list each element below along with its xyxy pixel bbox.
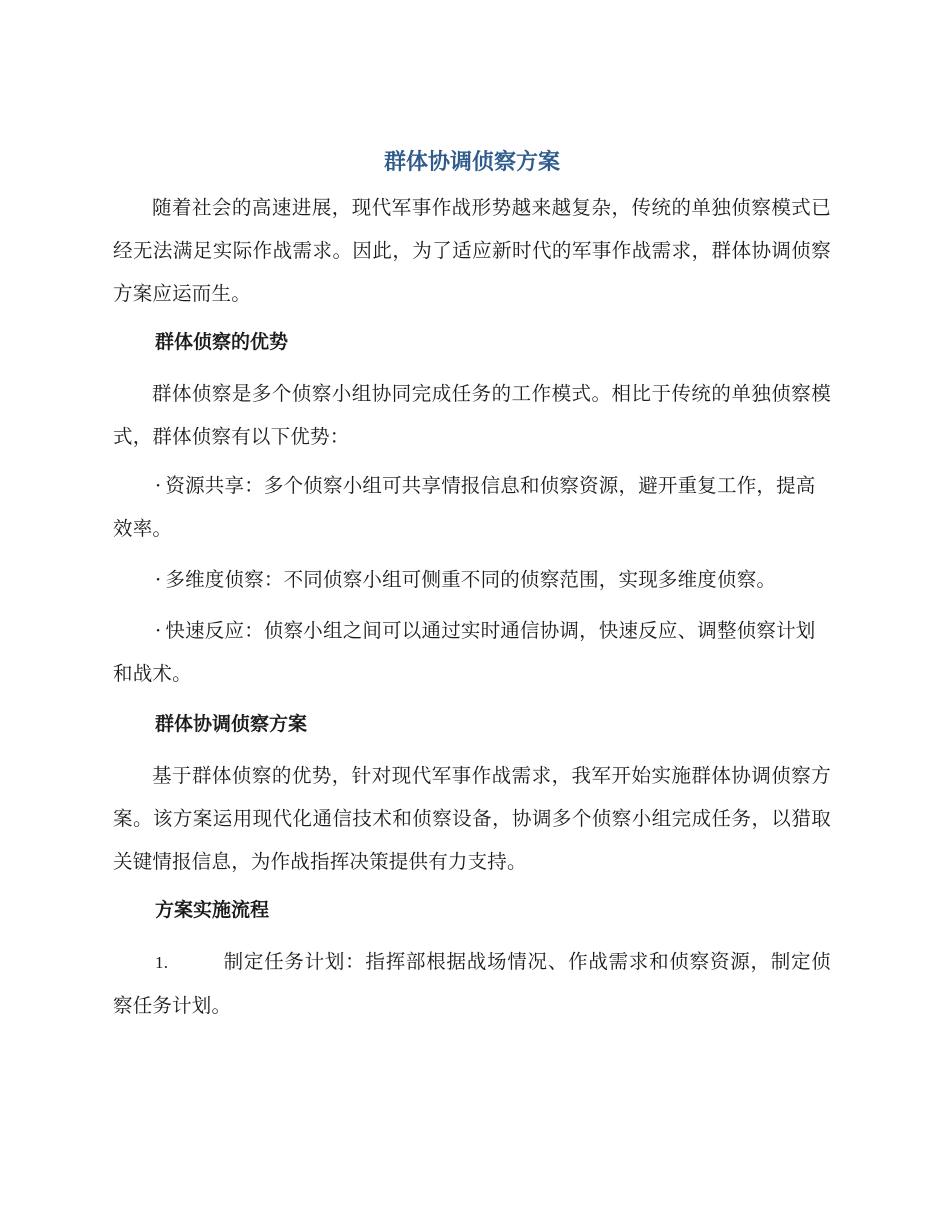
intro-paragraph: 随着社会的高速进展，现代军事作战形势越来越复杂，传统的单独侦察模式已经无法满足实际作战需求。因此，为了适应新时代的军事作战需求，群体协调侦察方案应运而生。 xyxy=(113,196,831,305)
step-text: 制定任务计划：指挥部根据战场情况、作战需求和侦察资源，制定侦察任务计划。 xyxy=(113,950,831,1017)
advantages-paragraph: 群体侦察是多个侦察小组协同完成任务的工作模式。相比于传统的单独侦察模式，群体侦察有以下优势： xyxy=(113,382,831,448)
bullet-mark: · xyxy=(155,619,162,642)
bullet-item xyxy=(113,464,831,550)
step-number: 1. xyxy=(155,953,169,972)
plan-paragraph: 基于群体侦察的优势，针对现代军事作战需求，我军开始实施群体协调侦察方案。该方案运用现代化通信技术和侦察设备，协调多个侦察小组完成任务，以猎取关键情报信息，为作战指挥决策提供有力支持。 xyxy=(113,764,831,873)
document-page xyxy=(113,146,831,1027)
bullet-mark: · xyxy=(155,474,162,497)
bullet-mark: · xyxy=(155,568,162,591)
bullet-item xyxy=(113,609,831,695)
bullet-text: 资源共享：多个侦察小组可共享情报信息和侦察资源，避开重复工作，提高效率。 xyxy=(113,474,816,540)
section-heading-plan: 群体协调侦察方案 xyxy=(155,713,308,735)
bullet-text: 快速反应：侦察小组之间可以通过实时通信协调，快速反应、调整侦察计划和战术。 xyxy=(113,619,816,685)
document-title: 群体协调侦察方案 xyxy=(383,150,560,175)
bullet-text: 多维度侦察：不同侦察小组可侧重不同的侦察范围，实现多维度侦察。 xyxy=(165,568,777,591)
section-heading-advantages: 群体侦察的优势 xyxy=(155,331,289,353)
numbered-item xyxy=(113,940,831,1027)
bullet-item xyxy=(113,558,831,601)
section-heading-process: 方案实施流程 xyxy=(155,899,270,921)
